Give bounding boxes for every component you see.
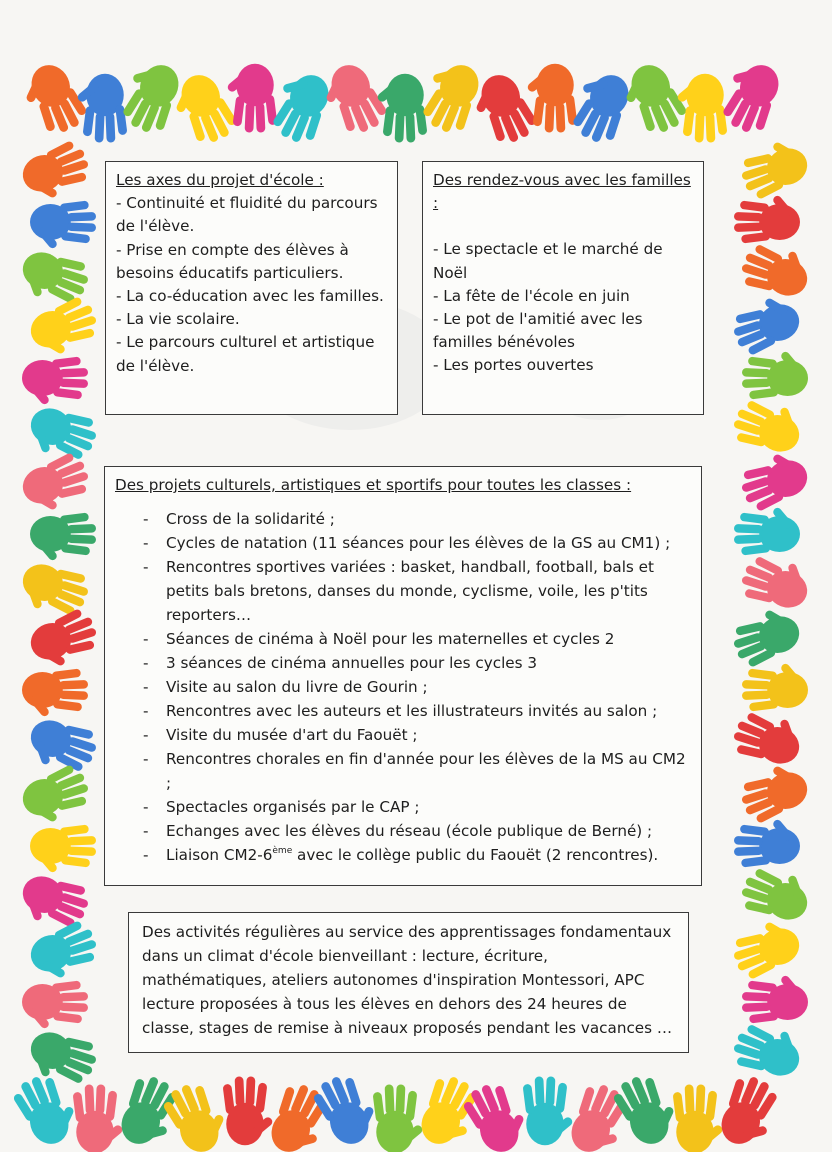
axes-item: - Le parcours culturel et artistique de l'élève. <box>116 333 375 375</box>
hand-print-icon <box>22 980 88 1029</box>
hand-print-icon <box>742 974 808 1023</box>
cultural-projects-box <box>104 466 702 886</box>
hand-print-icon <box>526 64 578 133</box>
list-item: - Cross de la solidarité ; <box>115 507 691 531</box>
hand-print-icon <box>73 1084 125 1152</box>
hand-print-icon <box>711 1070 787 1152</box>
hand-print-icon <box>523 1076 575 1145</box>
activites-text: Des activités régulières au service des apprentissages fondamentaux dans un climat d'école bienveillant : lecture, écriture, mathématiques, ateliers autonomes d'inspiration Montessori, APC lecture proposées à tous les élèves en dehors des 24 heures de classe, stages de remise à niveaux proposés pendant les vacances … <box>142 923 673 1037</box>
axes-item: - Prise en compte des élèves à besoins éducatifs particuliers. <box>116 240 349 282</box>
regular-activities-box <box>128 912 689 1053</box>
list-item: - Visite au salon du livre de Gourin ; <box>115 675 691 699</box>
hand-print-icon <box>726 290 805 359</box>
hand-print-icon <box>734 194 800 243</box>
hand-print-icon <box>726 914 805 983</box>
hand-print-icon <box>737 859 816 928</box>
axes-item: - La co-éducation avec les familles. <box>116 287 384 306</box>
hand-print-icon <box>22 668 88 717</box>
list-item <box>115 843 691 867</box>
hand-print-icon <box>673 1084 725 1152</box>
hand-print-icon <box>159 1076 235 1152</box>
hand-print-icon <box>737 547 816 616</box>
hand-print-icon <box>14 555 93 624</box>
list-item: - 3 séances de cinéma annuelles pour les cycles 3 <box>115 651 691 675</box>
hand-print-icon <box>729 1015 808 1084</box>
list-item: - Rencontres sportives variées : basket, handball, football, bals et petits bals bretons, danses du monde, cyclisme, voile, les p'tits reporters… <box>115 555 691 627</box>
ordinal-suffix: ème <box>272 846 293 857</box>
hand-print-icon <box>16 449 95 518</box>
list-item: - Cycles de natation (11 séances pour les élèves de la GS au CM1) ; <box>115 531 691 555</box>
list-item: - Séances de cinéma à Noël pour les maternelles et cycles 2 <box>115 627 691 651</box>
list-item: - Rencontres chorales en fin d'année pour les élèves de la MS au CM2 ; <box>115 747 691 795</box>
hand-print-icon <box>24 293 103 362</box>
hand-print-icon <box>30 512 96 561</box>
list-item: - Rencontres avec les auteurs et les illustrateurs invités au salon ; <box>115 699 691 723</box>
hand-print-icon <box>734 506 800 555</box>
hand-print-icon <box>737 235 816 304</box>
list-item: - Spectacles organisés par le CAP ; <box>115 795 691 819</box>
rdv-item: - Les portes ouvertes <box>433 356 594 375</box>
hand-print-icon <box>726 602 805 671</box>
axes-item: - La vie scolaire. <box>116 310 240 329</box>
hand-print-icon <box>729 703 808 772</box>
hand-print-icon <box>22 356 88 405</box>
list-item: - Echanges avec les élèves du réseau (école publique de Berné) ; <box>115 819 691 843</box>
hand-print-icon <box>459 1076 535 1152</box>
rdv-item: - Le pot de l'amitié avec les familles bénévoles <box>433 310 643 352</box>
rdv-item: - La fête de l'école en juin <box>433 286 630 305</box>
family-meetings-box <box>422 161 704 415</box>
hand-print-icon <box>226 64 278 133</box>
liaison-text: Liaison CM2-6 <box>166 846 273 865</box>
hand-print-icon <box>14 243 93 312</box>
hand-print-icon <box>734 758 813 827</box>
hand-print-icon <box>16 137 95 206</box>
hand-print-icon <box>729 391 808 460</box>
hand-print-icon <box>24 917 103 986</box>
projets-title: Des projets culturels, artistiques et sportifs pour toutes les classes : <box>115 476 632 494</box>
axes-title: Les axes du projet d'école : <box>116 171 324 189</box>
hand-print-icon <box>742 350 808 399</box>
hand-print-icon <box>734 134 813 203</box>
hand-print-icon <box>16 761 95 830</box>
school-project-axes-box <box>105 161 398 415</box>
hand-print-icon <box>24 605 103 674</box>
hand-print-icon <box>223 1076 275 1145</box>
hand-print-icon <box>742 662 808 711</box>
hand-print-icon <box>734 818 800 867</box>
projets-list <box>115 507 691 867</box>
list-item: - Visite du musée d'art du Faouët ; <box>115 723 691 747</box>
rdv-title: Des rendez-vous avec les familles : <box>433 171 691 213</box>
rdv-item: - Le spectacle et le marché de Noël <box>433 240 663 282</box>
hand-print-icon <box>30 200 96 249</box>
axes-item: - Continuité et fluidité du parcours de l'élève. <box>116 194 378 236</box>
liaison-text-end: avec le collège public du Faouët (2 rencontres). <box>292 846 659 865</box>
hand-print-icon <box>30 824 96 873</box>
hand-print-icon <box>734 446 813 515</box>
hand-print-icon <box>14 867 93 936</box>
hand-print-icon <box>373 1084 425 1152</box>
